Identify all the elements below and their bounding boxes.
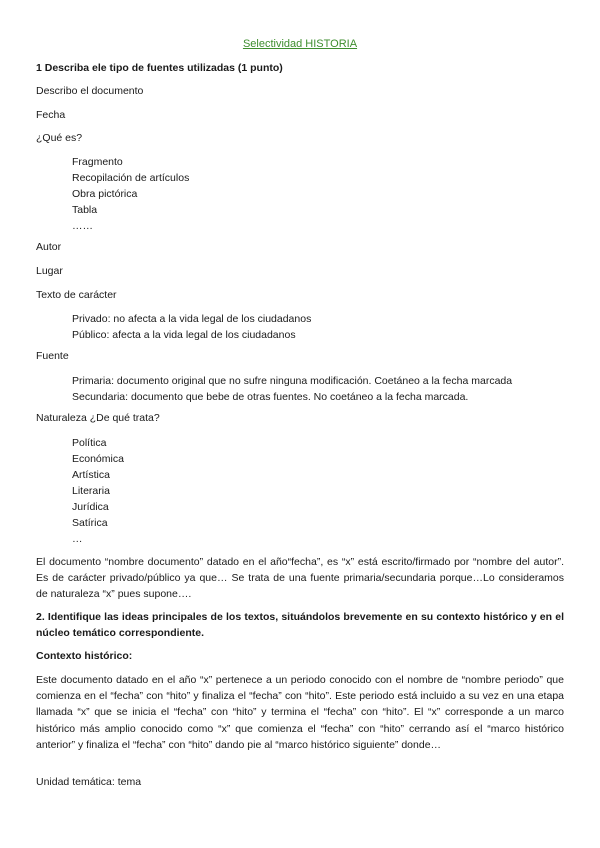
- list-item: Privado: no afecta a la vida legal de los ciudadanos: [72, 313, 312, 325]
- texto-caracter-label: Texto de carácter: [36, 289, 117, 301]
- list-item: Tabla: [72, 204, 98, 216]
- lugar-label: Lugar: [36, 265, 63, 277]
- autor-label: Autor: [36, 241, 62, 253]
- list-item: …: [72, 533, 83, 545]
- list-item: Primaria: documento original que no sufre ninguna modificación. Coetáneo a la fecha marcada: [72, 375, 513, 387]
- question-1-heading: 1 Describa ele tipo de fuentes utilizadas (1 punto): [36, 62, 283, 74]
- contexto-heading: Contexto histórico:: [36, 650, 133, 662]
- list-item: Recopilación de artículos: [72, 172, 190, 184]
- list-item: Económica: [72, 453, 124, 465]
- list-item: ……: [72, 220, 93, 232]
- unidad-tematica: Unidad temática: tema: [36, 776, 142, 788]
- list-item: Jurídica: [72, 501, 109, 513]
- contexto-paragraph: Este documento datado en el año “x” pertenece a un periodo conocido con el nombre de “nombre periodo” que comienza en el “fecha” con “hito” y finaliza el “fecha” con “hito”. Este periodo está incluido a su vez en una etapa llamada “x” que se inicia el “fecha” con “hito” y termina el “fecha” con “hito”. El “x” corresponde a un marco histórico más amplio conocido como “x” que comienza el “fecha” con “hito” cerrando así el “marco histórico anterior” y finaliza el “fecha” con “hito” dando pie al “marco histórico siguiente” donde…: [36, 674, 564, 751]
- list-item: Fragmento: [72, 156, 123, 168]
- summary-paragraph: El documento “nombre documento” datado en el año“fecha”, es “x” está escrito/firmado por “nombre del autor”. Es de carácter privado/público ya que… Se trata de una fuente primaria/secundaria porque…Lo consideramos de naturaleza “x” pues supone….: [36, 556, 564, 601]
- que-es-label: ¿Qué es?: [36, 132, 83, 144]
- list-item: Secundaria: documento que bebe de otras fuentes. No coetáneo a la fecha marcada.: [72, 391, 469, 403]
- naturaleza-label: Naturaleza ¿De qué trata?: [36, 412, 160, 424]
- list-item: Artística: [72, 469, 110, 481]
- list-item: Política: [72, 437, 107, 449]
- document-title: Selectividad HISTORIA: [242, 38, 358, 50]
- fuente-label: Fuente: [36, 350, 69, 362]
- list-item: Obra pictórica: [72, 188, 138, 200]
- question-2-heading: 2. Identifique las ideas principales de los textos, situándolos brevemente en su contexto histórico y en el núcleo temático correspondiente.: [36, 611, 564, 640]
- list-item: Satírica: [72, 517, 108, 529]
- list-item: Público: afecta a la vida legal de los ciudadanos: [72, 329, 296, 341]
- list-item: Literaria: [72, 485, 110, 497]
- fecha-label: Fecha: [36, 109, 66, 121]
- describo-label: Describo el documento: [36, 85, 144, 97]
